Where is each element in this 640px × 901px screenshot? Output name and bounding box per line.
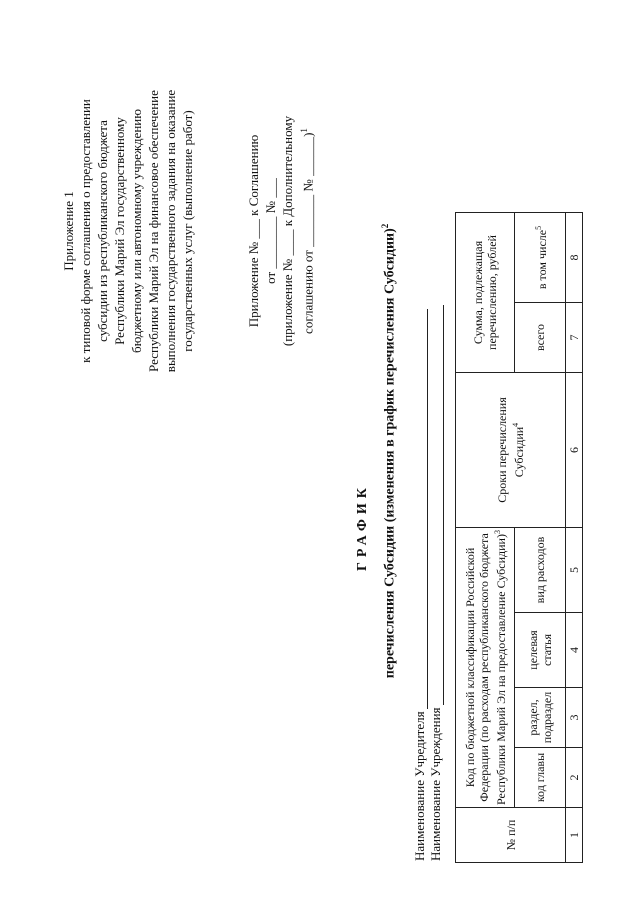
footnote-mark: 1 xyxy=(299,128,309,133)
appendix-line: Приложение 1 xyxy=(61,191,76,271)
header-sum: Сумма, подлежащая перечислению, рублей xyxy=(456,213,515,373)
agreement-reference xyxy=(245,81,316,381)
header-chapter: код главы xyxy=(515,748,566,808)
header-incl: в том числе$^5$ xyxy=(515,213,566,303)
table-header-row xyxy=(456,213,515,863)
agreement-line: соглашению от ________ № ______)$^1$ xyxy=(299,128,316,334)
appendix-line: Республики Марий Эл на финансовое обеспечение xyxy=(146,90,161,372)
col-number: 7 xyxy=(566,303,583,373)
col-number: 6 xyxy=(566,373,583,528)
appendix-line: к типовой форме соглашения о предоставлении xyxy=(78,99,93,363)
document-title: ГРАФИК xyxy=(355,483,370,571)
agreement-line: (приложение № ____ к Дополнительному xyxy=(280,115,295,347)
appendix-line: выполнения государственного задания на оказание xyxy=(163,89,178,373)
institution-name-row xyxy=(428,305,444,861)
header-section: раздел, подраздел xyxy=(515,688,566,748)
col-number: 4 xyxy=(566,613,583,688)
header-expense: вид расходов xyxy=(515,528,566,613)
header-kbk: Код по бюджетной классификации Российской Федерации (по расходам республиканского бюджета Республики Марий Эл на предоставление Субсидии)$^3$ xyxy=(456,528,515,808)
table-subheader-row xyxy=(515,213,566,863)
appendix-line: Республики Марий Эл государственному xyxy=(112,117,127,345)
col-number: 3 xyxy=(566,688,583,748)
header-target: целевая статья xyxy=(515,613,566,688)
appendix-line: субсидии из республиканского бюджета xyxy=(95,120,110,342)
document-subtitle: перечисления Субсидии (изменения в график перечисления Субсидии)$^2$ xyxy=(380,223,398,679)
agreement-line: Приложение № ___ к Соглашению xyxy=(246,134,261,328)
col-number: 5 xyxy=(566,528,583,613)
header-total: всего xyxy=(515,303,566,373)
appendix-header xyxy=(60,41,196,421)
header-terms: Сроки перечисления Субсидии$^4$ xyxy=(456,373,566,528)
footnote-mark: 2 xyxy=(380,223,390,229)
founder-input-line[interactable] xyxy=(415,309,428,709)
col-number: 1 xyxy=(566,808,583,863)
institution-label: Наименование Учреждения xyxy=(428,707,443,861)
founder-label: Наименование Учредителя xyxy=(412,711,427,861)
subsidy-schedule-table xyxy=(455,212,583,863)
appendix-line: государственных услуг (выполнение работ) xyxy=(180,110,195,352)
founder-name-row xyxy=(412,309,428,861)
appendix-line: бюджетному или автономному учреждению xyxy=(129,109,144,353)
header-num: № п/п xyxy=(456,808,566,863)
col-number: 8 xyxy=(566,213,583,303)
table-number-row xyxy=(566,213,583,863)
agreement-line: от ________ № ___ xyxy=(263,178,278,284)
institution-input-line[interactable] xyxy=(431,305,444,705)
col-number: 2 xyxy=(566,748,583,808)
